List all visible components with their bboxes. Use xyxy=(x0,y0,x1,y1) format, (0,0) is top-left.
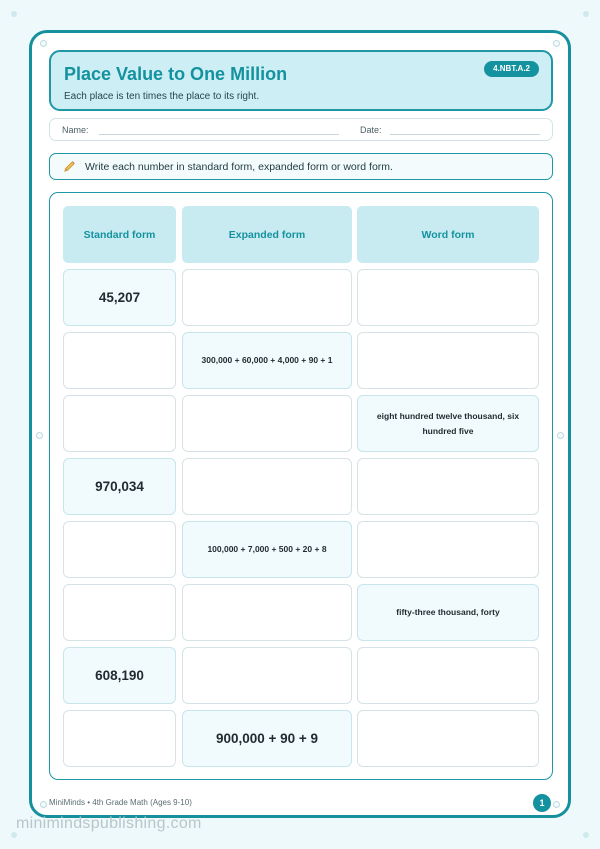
rivet-bottom-left xyxy=(40,801,47,808)
answer-word-cell[interactable] xyxy=(357,332,539,389)
given-expanded-cell: 300,000 + 60,000 + 4,000 + 90 + 1 xyxy=(182,332,352,389)
corner-dot-top-right xyxy=(583,11,589,17)
answer-standard-cell[interactable] xyxy=(63,332,176,389)
given-standard-cell: 970,034 xyxy=(63,458,176,515)
date-label: Date: xyxy=(360,125,382,135)
watermark: minimindspublishing.com xyxy=(16,815,202,832)
standard-code-badge: 4.NBT.A.2 xyxy=(484,61,539,77)
answer-expanded-cell[interactable] xyxy=(182,584,352,641)
column-header-word: Word form xyxy=(357,206,539,263)
rivet-top-left xyxy=(40,40,47,47)
answer-standard-cell[interactable] xyxy=(63,395,176,452)
answer-word-cell[interactable] xyxy=(357,647,539,704)
footer-text: MiniMinds • 4th Grade Math (Ages 9-10) xyxy=(49,798,192,807)
name-field[interactable] xyxy=(99,134,339,135)
answer-expanded-cell[interactable] xyxy=(182,458,352,515)
answer-word-cell[interactable] xyxy=(357,269,539,326)
name-label: Name: xyxy=(62,125,89,135)
column-header-expanded: Expanded form xyxy=(182,206,352,263)
instruction-box xyxy=(49,153,553,180)
answer-standard-cell[interactable] xyxy=(63,710,176,767)
answer-expanded-cell[interactable] xyxy=(182,647,352,704)
corner-dot-top-left xyxy=(11,11,17,17)
given-standard-cell: 608,190 xyxy=(63,647,176,704)
answer-standard-cell[interactable] xyxy=(63,521,176,578)
page-number-badge: 1 xyxy=(533,794,551,812)
rivet-middle-right xyxy=(557,432,564,439)
page-subtitle: Each place is ten times the place to its right. xyxy=(64,91,260,102)
column-header-standard: Standard form xyxy=(63,206,176,263)
name-date-row xyxy=(49,118,553,141)
corner-dot-bottom-right xyxy=(583,832,589,838)
rivet-top-right xyxy=(553,40,560,47)
answer-standard-cell[interactable] xyxy=(63,584,176,641)
given-word-cell: eight hundred twelve thousand, six hundred five xyxy=(357,395,539,452)
rivet-bottom-right xyxy=(553,801,560,808)
page-title: Place Value to One Million xyxy=(64,64,288,84)
instruction-text: Write each number in standard form, expanded form or word form. xyxy=(85,161,393,173)
rivet-middle-left xyxy=(36,432,43,439)
pencil-icon xyxy=(63,160,76,173)
answer-expanded-cell[interactable] xyxy=(182,395,352,452)
worksheet-header xyxy=(49,50,553,111)
given-standard-cell: 45,207 xyxy=(63,269,176,326)
answer-word-cell[interactable] xyxy=(357,710,539,767)
answer-expanded-cell[interactable] xyxy=(182,269,352,326)
given-expanded-cell: 900,000 + 90 + 9 xyxy=(182,710,352,767)
worksheet xyxy=(29,30,571,818)
place-value-table xyxy=(49,192,553,780)
answer-word-cell[interactable] xyxy=(357,521,539,578)
answer-word-cell[interactable] xyxy=(357,458,539,515)
given-expanded-cell: 100,000 + 7,000 + 500 + 20 + 8 xyxy=(182,521,352,578)
given-word-cell: fifty-three thousand, forty xyxy=(357,584,539,641)
date-field[interactable] xyxy=(390,134,540,135)
